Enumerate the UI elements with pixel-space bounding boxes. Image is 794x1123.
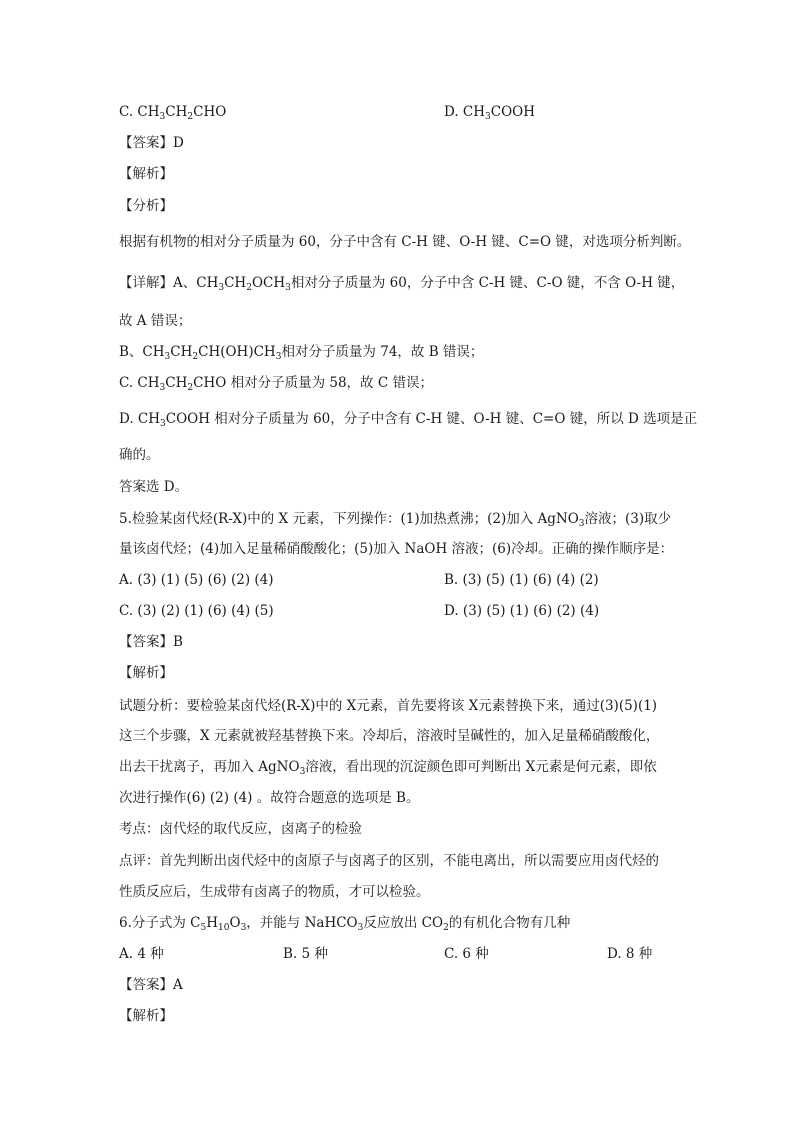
q6-stem: 6.分子式为 $C_5H_{10}O_3$，并能与 NaHCO$_3$反应放出 $CO_2$的有机化合物有几种 (119, 915, 571, 933)
q4-fenxi-label: 【分析】 (119, 198, 173, 214)
q4-detail-b: B、$CH_3CH_2CH(OH)CH_3$相对分子质量为 74，故 B 错误； (119, 344, 484, 362)
q6-option-a: A. 4 种 (119, 946, 164, 962)
q5-dianping-line1: 点评：首先判断出卤代烃中的卤原子与卤离子的区别，不能电离出，所以需要应用卤代烃的 (119, 853, 659, 869)
q4-answer: 【答案】D (119, 135, 184, 151)
q5-analysis-line3: 出去干扰离子，再加入 AgNO$_3$溶液，看出现的沉淀颜色即可判断出 X元素是何元素，即依 (119, 759, 657, 777)
q6-option-c: C. 6 种 (444, 946, 489, 962)
q5-analysis-line2: 这三个步骤，X 元素就被羟基替换下来。冷却后，溶液时呈碱性的，加入足量稀硝酸酸化， (119, 728, 660, 744)
q6-option-b: B. 5 种 (283, 946, 328, 962)
q4-fenxi-text: 根据有机物的相对分子质量为 60，分子中含有 C-H 键、O-H 键、C=O 键，对选项分析判断。 (119, 234, 691, 250)
q6-answer: 【答案】A (119, 977, 183, 993)
q5-stem-line1: 5.检验某卤代烃(R-X)中的 X 元素，下列操作：(1)加热煮沸；(2)加入 AgNO$_3$溶液；(3)取少 (119, 511, 672, 529)
q4-jiexi-label: 【解析】 (119, 166, 173, 182)
q5-stem-line2: 量该卤代烃；(4)加入足量稀硝酸酸化；(5)加入 NaOH 溶液；(6)冷却。正确的操作顺序是： (119, 541, 674, 557)
q4-detail-c: C. $CH_3CH_2CHO$ 相对分子质量为 58，故 C 错误； (119, 375, 433, 393)
q5-kaodian: 考点：卤代烃的取代反应，卤离子的检验 (119, 821, 362, 837)
q6-jiexi-label: 【解析】 (119, 1008, 173, 1024)
q4-detail-a-line2: 故 A 错误； (119, 313, 192, 329)
q4-option-c: C. $CH_3CH_2CHO$ (119, 104, 227, 122)
q4-detail-d-line1: D. $CH_3COOH$ 相对分子质量为 60，分子中含有 C-H 键、O-H 键、C=O 键，所以 D 选项是正 (119, 411, 698, 429)
q4-detail-a-line1: 【详解】A、$CH_3CH_2OCH_3$相对分子质量为 60，分子中含 C-H 键、C-O 键，不含 O-H 键， (119, 275, 685, 293)
q5-option-d: D. (3) (5) (1) (6) (2) (4) (444, 603, 600, 619)
q5-option-a: A. (3) (1) (5) (6) (2) (4) (119, 572, 274, 588)
q5-jiexi-label: 【解析】 (119, 665, 173, 681)
q5-answer: 【答案】B (119, 634, 183, 650)
q6-option-d: D. 8 种 (607, 946, 653, 962)
q5-option-c: C. (3) (2) (1) (6) (4) (5) (119, 603, 274, 619)
q4-final: 答案选 D。 (119, 479, 189, 495)
q4-detail-d-line2: 确的。 (119, 447, 160, 463)
q5-analysis-line1: 试题分析：要检验某卤代烃(R-X)中的 X元素，首先要将该 X元素替换下来，通过(3)(5)(1) (119, 698, 658, 714)
q5-dianping-line2: 性质反应后，生成带有卤离子的物质，才可以检验。 (119, 884, 430, 900)
q5-analysis-line4: 次进行操作(6) (2) (4) 。故符合题意的选项是 B。 (119, 790, 420, 806)
q4-option-d: D. $CH_3COOH$ (444, 104, 536, 122)
q5-option-b: B. (3) (5) (1) (6) (4) (2) (444, 572, 599, 588)
